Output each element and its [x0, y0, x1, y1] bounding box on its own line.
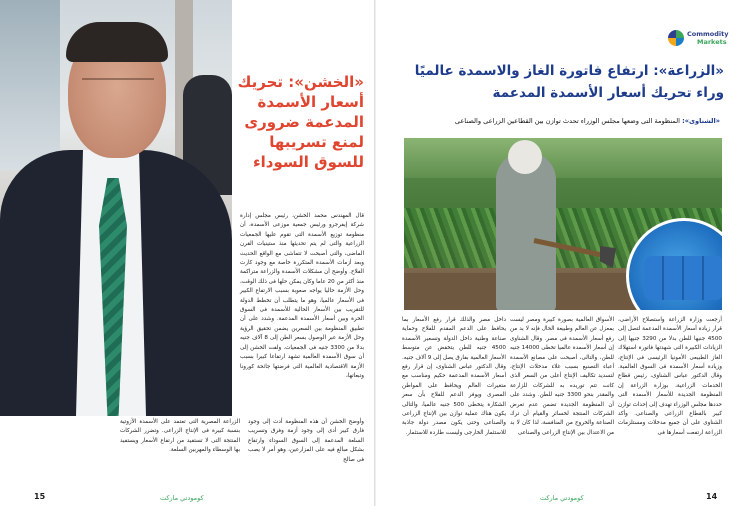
left-page-number: 15 — [34, 492, 46, 501]
right-body-column-1: أرجعت وزارة الزراعة واستصلاح الأراضى، قرار زيادة أسعار الأسمدة المدعمة لتصل إلى 4500 جنيها للطن بدلا من 3290 جنيها إلى الزيادات الكبيرة التى شهدتها فاتورة استهلاك الغاز الطبيعى الأمونيا الرئيسى فى الإنتاج، وزيادة أسعار الأسمدة فى السوق العالمية. وقال الدكتور عباس الشناوى، رئيس قطاع الخدمات الزراعية، بوزارة الزراعة إن المنظومة الجديدة للأسعار الأسمدة التى حددها مجلس الوزراء تهدف إلى إحداث توازن كبير بالقطاع الزراعى والصناعى. وأكد الشناوى على أن جميع مدخلات ومستلزمات الزراعة ارتفعت أسعارها فى — [618, 317, 722, 436]
right-body-column-2: الأسواق العالمية بصورة كبيرة ومصر ليست بمعزل عن العالم وطبيعة الحال فإنه لا بد من رفع أسعار الأسمدة فى مصر. وقال الشناوى إن أسعار الأسمدة عالميا تخطى 14000 جنيه للطن، والتالى، أصبحت على مصانع الأسمدة أعباء التصنيع بسبب غلاء مدخلات الإنتاج، لتسديد تكاليف الإنتاج أعلى من السعر الذى كانت تتم توريده به للشركات للزارعة والمقدر بنحو 3300 جنيه للطن. وشدد على أن المنظومة الجديدة تضمن عدم تعرض الشركات المنتجة لخسائر والقيام أن ترك الصناعة والخروج من المنافسة، لذا كان لا بد من الاعتدال بين الإنتاج الزراعى والصناعى — [510, 317, 614, 436]
farmer-head — [508, 140, 542, 174]
left-body-column-bottom-2: الزراعة المصرية التى تعتمد على الأسمدة الأزوتية بنسبة كبيرة فى الإنتاج الزراعى. وتضرر الشركات المنتجة التى لا تستفيد من ارتفاع الأسعار ويستفيد بها الوسطاء والمهربين السلعة. — [120, 419, 240, 454]
right-body-column-3: داخل مصر والذلك قرار رفع الأسعار بما يحافظ على الدعم المقدم للفلاح وحماية صناعة وطنية داخل الدولة وتسعير الأسمدة 4500 جنيه للطن يتخفض عن متوسط الأسعار العالمية بفارق يصل إلى 9 آلاف جنيه. وقال الدكتور عباس الشناوى، إن قرار رفع أسعار الأسمدة المدعمة حكيم ومناسب مع متغيرات العالم ويحافظ على المواطن المصرى ويوفر الدعم للفلاح بأن سعر الشكارة يتخطى 500 جنيه عالميا، والتالى يكون هناك عملية توازن بين الإنتاج الزراعى والصناعى وحتى يكون مصدر دولة جاذبة للاستثمار الخارجى وليست طاردة للاستثمار. — [402, 317, 506, 436]
logo-mark-icon — [668, 30, 684, 46]
right-article-subhead — [388, 117, 720, 125]
brow-line — [82, 78, 154, 96]
subhead-keyword: «الشناوى»: — [682, 117, 720, 125]
farmer-figure — [496, 152, 556, 310]
logo-line-1: Commodity — [687, 30, 729, 38]
fertilizer-sacks — [644, 256, 722, 300]
right-article-headline: «الزراعة»: ارتفاع فاتورة الغاز والاسمدة عالميًا وراء تحريك أسعار الأسمدة المدعمة — [414, 63, 724, 101]
background-window — [0, 0, 60, 170]
portrait-photo — [0, 0, 232, 416]
man-hair — [66, 22, 168, 62]
left-footer-brand: كومودتي ماركت — [160, 494, 204, 502]
farmer-photo — [404, 138, 722, 310]
left-body-column-bottom-1: وأوضح الخشن أن هذه المنظومة أدت إلى وجود فارق كبير أدى إلى وجود أزمة وفرق وتسريب السلعة المدعمة إلى السوق السوداء وارتفاع بشكل مبالغ فيه على المزارعين، وهو أمر لا يصب فى صالح — [248, 419, 364, 463]
right-page-number: 14 — [706, 492, 718, 501]
subhead-text: المنظومة التى وضعها مجلس الوزراء تحدث توازن بين القطاعين الزراعى والصناعى — [454, 117, 680, 125]
right-footer-brand: كومودتي ماركت — [540, 494, 584, 502]
page-gutter — [374, 0, 376, 506]
field-background — [404, 138, 722, 178]
left-body-column-top: قال المهندس محمد الخشن، رئيس مجلس إدارة شركة إيفرجرو ورئيس جمعية موزعى الأسمدة، أن منظومة توزيع الأسمدة التى تقوم عليها الجمعيات الزراعية والتى لم يتم تحديثها منذ ستينيات القرن الماضى، والتى أصبحت لا تتماشى مع الواقع الحديث وبعد أزمات الأسمدة المتكررة خاصة مع وجود كارت الفلاح. وأوضح أن مشكلات الأسمدة والزراعة متراكمة منذ أكثر من 20 عاما وكان يمكن حلها فى ذلك الوقت، وحل الأزمة حاليا يواجه صعوبة بسبب الارتفاع الكبير فى الأسعار عالميا، وهو ما يتطلب أن تخطط الدولة للتقريب بين الأسعار الحالية للأسمدة فى السوق الحرة وبين أسعار الأسمدة المدعمة. وشدد على أن تطبيق المنظومة بين السعرين يضمن تحقيق الرؤية وحل الأزمة عبر الوصول بسعر الطن إلى 8 آلاف جنيه بدلا من 3300 جنيه فى الجمعيات. ولفت الخشن إلى أن سوق الأسمدة العالمية تشهد ارتفاعا كبيرا بسبب الأزمة الاقتصادية العالمية التى فرضتها جائحة كورونا وتبعاتها، — [240, 213, 365, 379]
logo-line-2: Markets — [697, 38, 727, 46]
commodity-markets-logo — [668, 28, 748, 52]
left-article-title: «الخشن»: تحريك أسعار الأسمدة المدعمة ضرورى لمنع تسريبها للسوق السوداء — [237, 73, 364, 171]
